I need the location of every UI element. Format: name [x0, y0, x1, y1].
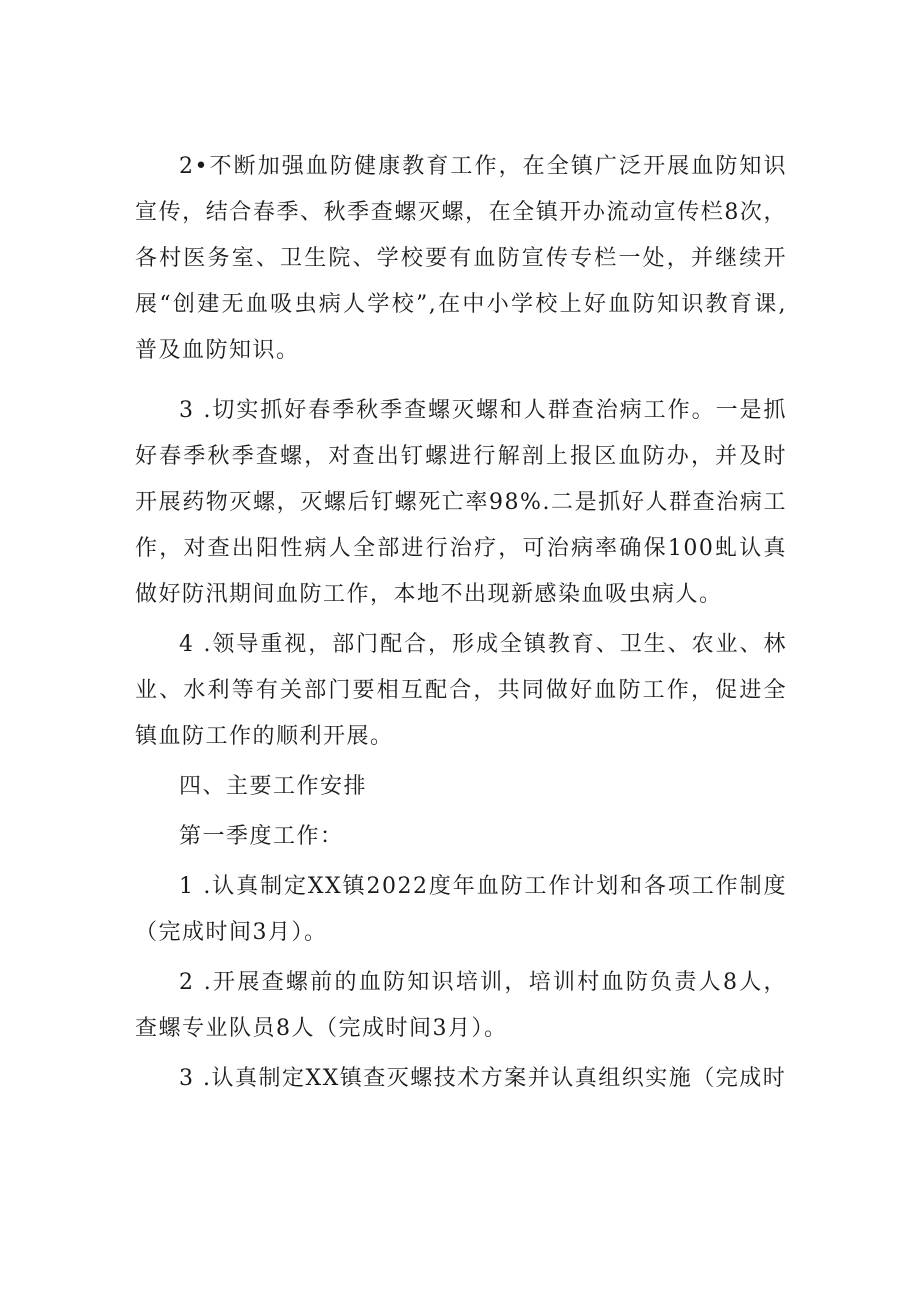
- section-heading-work-arrangement: 四、主要工作安排: [179, 774, 368, 799]
- document-body: [135, 144, 787, 1102]
- paragraph-department-cooperation: 4 .领导重视，部门配合，形成全镇教育、卫生、农业、林业、水利等有关部门要相互配合，共同做好血防工作，促进全镇血防工作的顺利开展。: [135, 632, 787, 749]
- paragraph-health-education: 2•不断加强血防健康教育工作，在全镇广泛开展血防知识宣传，结合春季、秋季查螺灭螺，在全镇开办流动宣传栏8次，各村医务室、卫生院、学校要有血防宣传专栏一处，并继续开展“创建无血吸虫病人学校”,在中小学校上好血防知识教育课,普及血防知识。: [135, 154, 787, 363]
- paragraph-item-2: 2 .开展查螺前的血防知识培训，培训村血防负责人8人，查螺专业队员8人（完成时间3月）。: [135, 970, 787, 1041]
- paragraph-snail-control: 3 .切实抓好春季秋季查螺灭螺和人群查治病工作。一是抓好春季秋季查螺，对查出钉螺进行解剖上报区血防办，并及时开展药物灭螺，灭螺后钉螺死亡率98%.二是抓好人群查治病工作，对查出阳性病人全部进行治疗，可治病率确保100虬认真做好防汛期间血防工作，本地不出现新感染血吸虫病人。: [135, 398, 787, 607]
- paragraph-item-3: 3 .认真制定XX镇查灭螺技术方案并认真组织实施（完成时: [179, 1066, 787, 1091]
- paragraph-item-1: 1 .认真制定XX镇2022度年血防工作计划和各项工作制度（完成时间3月）。: [135, 874, 787, 945]
- subheading-first-quarter: 第一季度工作：: [179, 824, 344, 849]
